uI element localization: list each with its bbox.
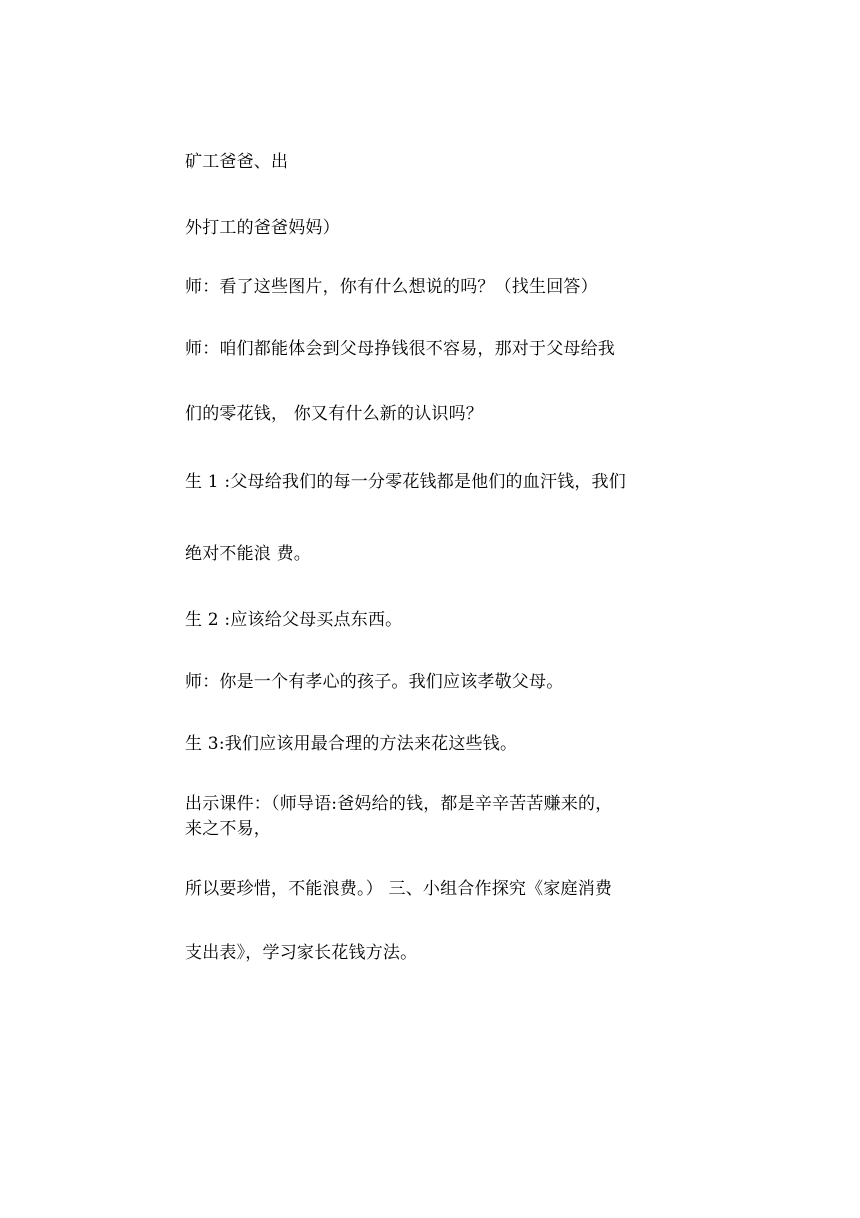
text-line-2: 外打工的爸爸妈妈） bbox=[185, 218, 340, 238]
text-line-9: 师：你是一个有孝心的孩子。我们应该孝敬父母。 bbox=[185, 672, 564, 692]
text-line-6: 生 1 :父母给我们的每一分零花钱都是他们的血汗钱，我们 bbox=[185, 472, 626, 492]
text-line-3: 师：看了这些图片，你有什么想说的吗？（找生回答） bbox=[185, 277, 598, 297]
text-line-4: 师：咱们都能体会到父母挣钱很不容易，那对于父母给我 bbox=[185, 339, 615, 359]
text-line-12: 来之不易， bbox=[185, 819, 271, 839]
text-line-8: 生 2 :应该给父母买点东西。 bbox=[185, 610, 403, 630]
text-line-7: 绝对不能浪 费。 bbox=[185, 544, 312, 564]
text-line-11: 出示课件：（师导语:爸妈给的钱，都是辛辛苦苦赚来的， bbox=[185, 794, 613, 814]
text-line-10: 生 3:我们应该用最合理的方法来花这些钱。 bbox=[185, 734, 518, 754]
text-line-5: 们的零花钱， 你又有什么新的认识吗？ bbox=[185, 404, 484, 424]
text-line-14: 支出表》，学习家长花钱方法。 bbox=[185, 943, 418, 963]
text-line-13: 所以要珍惜，不能浪费。） 三、小组合作探究《家庭消费 bbox=[185, 879, 613, 899]
text-line-1: 矿工爸爸、出 bbox=[185, 152, 289, 172]
